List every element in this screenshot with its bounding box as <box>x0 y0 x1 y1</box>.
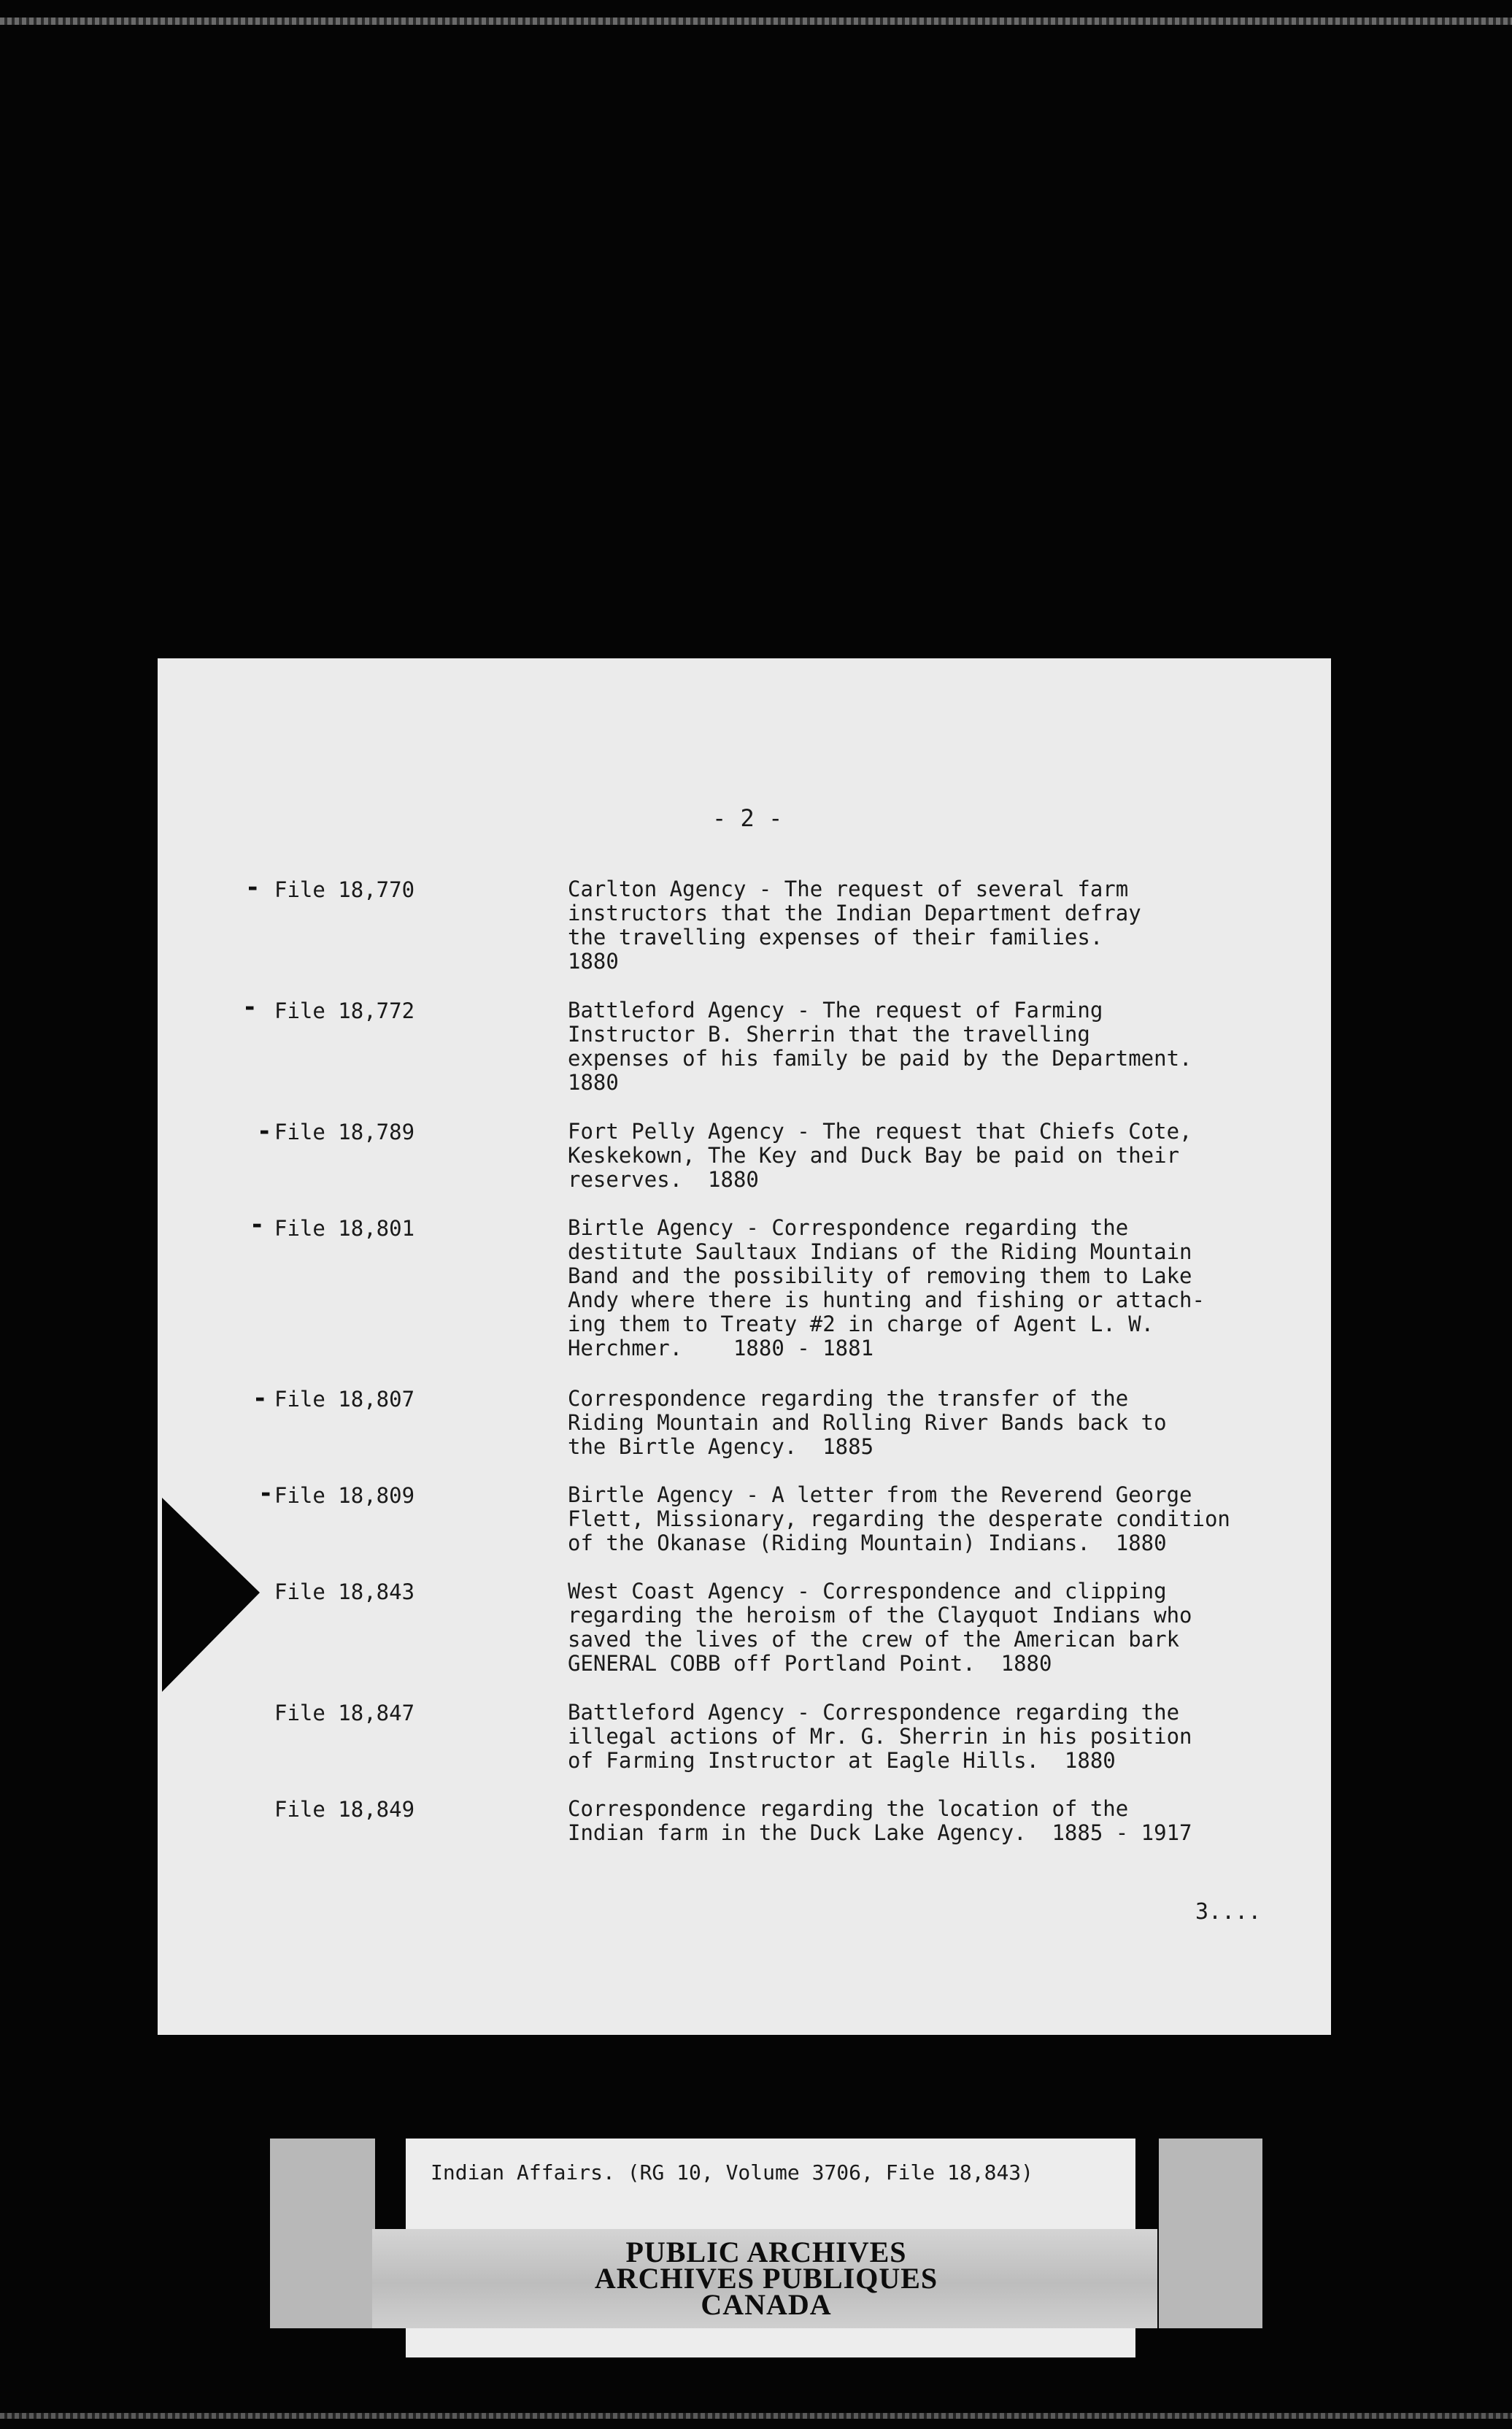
film-bottom-edge <box>0 2413 1512 2419</box>
file-number: File 18,809 <box>274 1483 415 1508</box>
file-number: File 18,770 <box>274 877 415 902</box>
check-mark-icon: - <box>245 873 261 902</box>
file-number: File 18,807 <box>274 1387 415 1412</box>
check-mark-icon: - <box>257 1117 272 1146</box>
file-number: File 18,789 <box>274 1120 415 1144</box>
file-number: File 18,849 <box>274 1797 415 1822</box>
film-top-edge <box>0 18 1512 25</box>
stamp-line: ARCHIVES PUBLIQUES <box>594 2262 938 2295</box>
archive-label <box>270 2139 1262 2371</box>
file-description: Fort Pelly Agency - The request that Chiefs Cote, Keskekown, The Key and Duck Bay be paid on their reserves. 1880 <box>568 1119 1192 1192</box>
check-mark-icon: - <box>242 993 258 1022</box>
document-page <box>158 658 1331 2035</box>
file-number: File 18,847 <box>274 1701 415 1725</box>
file-description: Birtle Agency - A letter from the Reverend George Flett, Missionary, regarding the desperate condition of the Okanase (Riding Mountain) Indians. 1880 <box>568 1482 1230 1555</box>
file-number: File 18,843 <box>274 1579 415 1604</box>
continued-marker: 3.... <box>1195 1899 1262 1925</box>
reference-label: Indian Affairs. (RG 10, Volume 3706, File 18,843) <box>431 2160 1034 2184</box>
file-description: Carlton Agency - The request of several farm instructors that the Indian Department defray the travelling expenses of their families. 1880 <box>568 877 1141 974</box>
file-description: West Coast Agency - Correspondence and clipping regarding the heroism of the Clayquot Indians who saved the lives of the crew of the American bark GENERAL COBB off Portland Point. 1880 <box>568 1579 1192 1676</box>
file-number: File 18,801 <box>274 1216 415 1241</box>
stamp-line: CANADA <box>701 2288 832 2321</box>
check-mark-icon: - <box>258 1479 274 1508</box>
pointer-tab-icon <box>162 1498 260 1692</box>
check-mark-icon: - <box>250 1210 265 1239</box>
file-description: Birtle Agency - Correspondence regarding the destitute Saultaux Indians of the Riding Mountain Band and the possibility of removing them to Lake Andy where there is hunting and fishing or attach- ing them to Treaty #2 in charge of Agent L. W. Herchmer. 1880 - 1881 <box>568 1215 1205 1360</box>
file-number: File 18,772 <box>274 998 415 1023</box>
file-description: Battleford Agency - Correspondence regarding the illegal actions of Mr. G. Sherrin in his position of Farming Instructor at Eagle Hills. 1880 <box>568 1700 1192 1773</box>
stamp-line: PUBLIC ARCHIVES <box>625 2236 907 2268</box>
file-description: Correspondence regarding the transfer of the Riding Mountain and Rolling River Bands back to the Birtle Agency. 1885 <box>568 1386 1167 1459</box>
file-description: Correspondence regarding the location of the Indian farm in the Duck Lake Agency. 1885 - 1917 <box>568 1796 1192 1845</box>
file-description: Battleford Agency - The request of Farming Instructor B. Sherrin that the travelling expenses of his family be paid by the Department. 1880 <box>568 998 1192 1095</box>
page-number: - 2 - <box>712 804 783 832</box>
check-mark-icon: - <box>252 1384 268 1413</box>
